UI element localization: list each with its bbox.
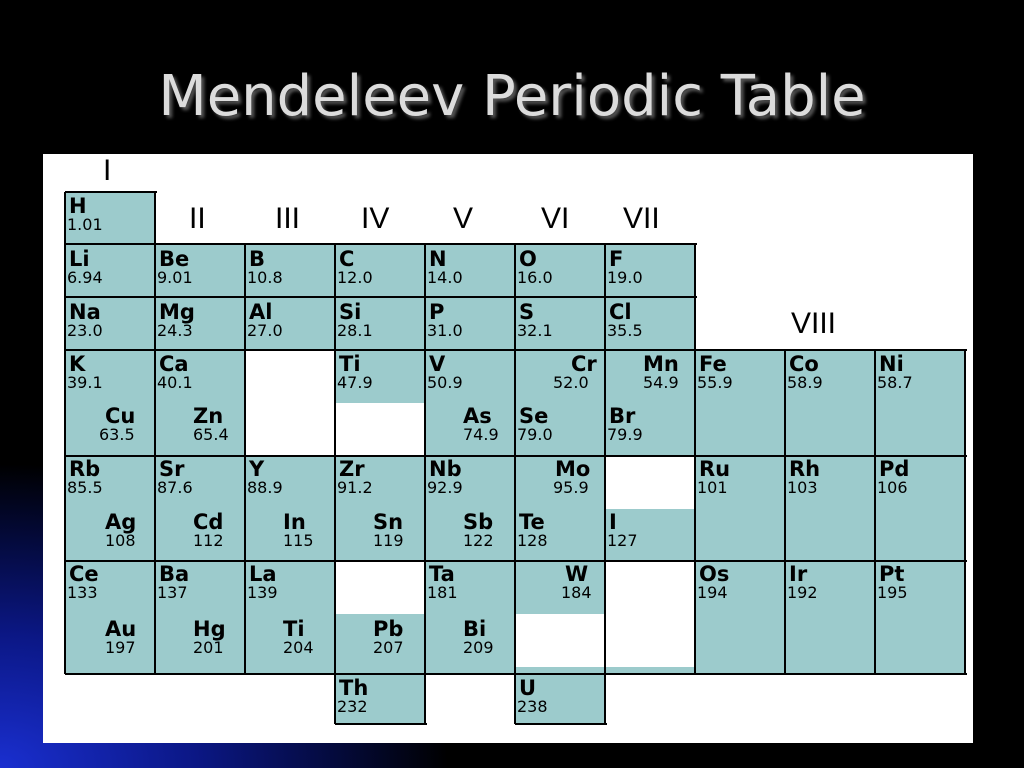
grid-line xyxy=(424,244,426,350)
element-weight: 24.3 xyxy=(157,321,193,340)
element-symbol: Br xyxy=(609,404,636,428)
element-symbol: V xyxy=(429,352,446,376)
element-symbol: W xyxy=(565,562,589,586)
element-symbol: Cd xyxy=(193,510,224,534)
empty-cell xyxy=(335,403,425,456)
grid-line xyxy=(694,350,696,674)
grid-line xyxy=(514,244,516,350)
grid-line xyxy=(65,296,697,298)
element-symbol: Nb xyxy=(429,457,462,481)
group-label: VII xyxy=(623,202,660,235)
element-weight: 201 xyxy=(193,638,224,657)
element-symbol: La xyxy=(249,562,277,586)
group-label: VI xyxy=(541,202,570,235)
element-symbol: Se xyxy=(519,404,549,428)
element-symbol: Bi xyxy=(463,617,487,641)
element-symbol: Mo xyxy=(555,457,591,481)
grid-line xyxy=(604,674,606,724)
element-symbol: Th xyxy=(339,676,369,700)
element-symbol: In xyxy=(283,510,306,534)
element-symbol: Ti xyxy=(339,352,361,376)
element-symbol: As xyxy=(463,404,492,428)
element-symbol: Mn xyxy=(643,352,679,376)
group-label: IV xyxy=(361,202,390,235)
grid-line xyxy=(154,192,156,244)
element-symbol: Mg xyxy=(159,300,195,324)
element-weight: 23.0 xyxy=(67,321,103,340)
element-weight: 10.8 xyxy=(247,268,283,287)
element-symbol: S xyxy=(519,300,535,324)
element-symbol: Co xyxy=(789,352,819,376)
element-symbol: Ni xyxy=(879,352,904,376)
grid-line xyxy=(424,350,426,674)
grid-line xyxy=(244,244,246,350)
group-label: V xyxy=(453,202,474,235)
grid-line xyxy=(334,350,336,674)
grid-line xyxy=(65,560,967,562)
grid-line xyxy=(154,244,156,350)
grid-line xyxy=(335,723,427,725)
element-weight: 181 xyxy=(427,583,458,602)
element-weight: 39.1 xyxy=(67,373,103,392)
element-symbol: F xyxy=(609,247,624,271)
element-symbol: Ce xyxy=(69,562,99,586)
element-symbol: Ba xyxy=(159,562,190,586)
element-symbol: Sr xyxy=(159,457,185,481)
element-symbol: Sn xyxy=(373,510,404,534)
element-symbol: K xyxy=(69,352,86,376)
element-symbol: Os xyxy=(699,562,730,586)
element-weight: 28.1 xyxy=(337,321,373,340)
element-weight: 209 xyxy=(463,638,494,657)
grid-line xyxy=(65,349,967,351)
element-weight: 35.5 xyxy=(607,321,643,340)
element-weight: 58.7 xyxy=(877,373,913,392)
element-symbol: Li xyxy=(69,247,90,271)
element-weight: 52.0 xyxy=(553,373,589,392)
element-symbol: Au xyxy=(105,617,137,641)
element-weight: 112 xyxy=(193,531,224,550)
element-symbol: H xyxy=(69,194,87,218)
group-label: III xyxy=(275,202,301,235)
element-weight: 194 xyxy=(697,583,728,602)
element-weight: 137 xyxy=(157,583,188,602)
element-weight: 103 xyxy=(787,478,818,497)
grid-line xyxy=(604,244,606,350)
element-weight: 54.9 xyxy=(643,373,679,392)
element-weight: 55.9 xyxy=(697,373,733,392)
empty-cell xyxy=(605,456,695,509)
element-weight: 127 xyxy=(607,531,638,550)
element-symbol: Ag xyxy=(105,510,137,534)
grid-line xyxy=(874,350,876,674)
element-symbol: Be xyxy=(159,247,190,271)
element-weight: 50.9 xyxy=(427,373,463,392)
element-weight: 87.6 xyxy=(157,478,193,497)
element-weight: 9.01 xyxy=(157,268,193,287)
element-symbol: Al xyxy=(249,300,273,324)
grid-line xyxy=(515,723,607,725)
slide-title: Mendeleev Periodic Table xyxy=(158,64,866,129)
element-weight: 47.9 xyxy=(337,373,373,392)
empty-cell xyxy=(245,350,335,456)
element-symbol: Zr xyxy=(339,457,365,481)
element-symbol: P xyxy=(429,300,445,324)
element-weight: 1.01 xyxy=(67,215,103,234)
grid-line xyxy=(65,673,967,675)
element-weight: 195 xyxy=(877,583,908,602)
element-weight: 19.0 xyxy=(607,268,643,287)
element-weight: 108 xyxy=(105,531,136,550)
element-weight: 91.2 xyxy=(337,478,373,497)
element-weight: 197 xyxy=(105,638,136,657)
grid-line xyxy=(334,674,336,724)
element-weight: 106 xyxy=(877,478,908,497)
grid-line xyxy=(64,192,66,674)
grid-line xyxy=(964,350,966,674)
element-weight: 85.5 xyxy=(67,478,103,497)
grid-line xyxy=(514,350,516,674)
element-weight: 119 xyxy=(373,531,404,550)
element-symbol: Pt xyxy=(879,562,905,586)
element-symbol: Si xyxy=(339,300,362,324)
element-weight: 133 xyxy=(67,583,98,602)
grid-line xyxy=(784,350,786,674)
element-symbol: Fe xyxy=(699,352,727,376)
element-weight: 101 xyxy=(697,478,728,497)
grid-line xyxy=(65,455,967,457)
element-weight: 207 xyxy=(373,638,404,657)
element-weight: 58.9 xyxy=(787,373,823,392)
element-symbol: Ta xyxy=(429,562,455,586)
element-weight: 192 xyxy=(787,583,818,602)
element-symbol: Zn xyxy=(193,404,224,428)
element-symbol: O xyxy=(519,247,537,271)
element-weight: 74.9 xyxy=(463,425,499,444)
element-symbol: Hg xyxy=(193,617,226,641)
element-symbol: Pb xyxy=(373,617,404,641)
element-weight: 14.0 xyxy=(427,268,463,287)
element-weight: 184 xyxy=(561,583,592,602)
element-weight: 12.0 xyxy=(337,268,373,287)
element-symbol: U xyxy=(519,676,537,700)
element-weight: 232 xyxy=(337,697,368,716)
element-symbol: Rh xyxy=(789,457,821,481)
grid-line xyxy=(244,350,246,674)
element-weight: 27.0 xyxy=(247,321,283,340)
grid-line xyxy=(424,674,426,724)
grid-line xyxy=(604,350,606,674)
element-weight: 32.1 xyxy=(517,321,553,340)
grid-line xyxy=(65,243,697,245)
grid-line xyxy=(694,244,696,350)
group-label: VIII xyxy=(791,307,837,340)
grid-line xyxy=(334,244,336,350)
element-symbol: Ru xyxy=(699,457,731,481)
element-symbol: Cu xyxy=(105,404,136,428)
element-weight: 139 xyxy=(247,583,278,602)
element-weight: 88.9 xyxy=(247,478,283,497)
element-symbol: Ti xyxy=(283,617,305,641)
element-symbol: Pd xyxy=(879,457,910,481)
element-symbol: Cr xyxy=(571,352,597,376)
element-symbol: I xyxy=(609,510,617,534)
element-weight: 115 xyxy=(283,531,314,550)
element-weight: 79.9 xyxy=(607,425,643,444)
element-weight: 204 xyxy=(283,638,314,657)
group-label: I xyxy=(103,154,112,187)
element-symbol: Na xyxy=(69,300,101,324)
element-symbol: Te xyxy=(519,510,545,534)
element-weight: 31.0 xyxy=(427,321,463,340)
element-weight: 16.0 xyxy=(517,268,553,287)
element-weight: 95.9 xyxy=(553,478,589,497)
element-weight: 63.5 xyxy=(99,425,135,444)
element-symbol: N xyxy=(429,247,447,271)
element-symbol: B xyxy=(249,247,266,271)
element-symbol: Cl xyxy=(609,300,632,324)
group-label: II xyxy=(189,202,206,235)
element-symbol: Ir xyxy=(789,562,808,586)
element-weight: 65.4 xyxy=(193,425,229,444)
grid-line xyxy=(154,350,156,674)
empty-cell xyxy=(335,561,425,614)
element-symbol: Ca xyxy=(159,352,189,376)
element-weight: 238 xyxy=(517,697,548,716)
element-weight: 40.1 xyxy=(157,373,193,392)
grid-line xyxy=(514,674,516,724)
element-weight: 92.9 xyxy=(427,478,463,497)
element-symbol: Y xyxy=(249,457,265,481)
element-weight: 122 xyxy=(463,531,494,550)
element-symbol: Sb xyxy=(463,510,494,534)
empty-cell xyxy=(515,614,605,667)
empty-cell xyxy=(605,561,695,667)
grid-line xyxy=(65,191,157,193)
element-weight: 128 xyxy=(517,531,548,550)
element-symbol: Rb xyxy=(69,457,101,481)
element-weight: 6.94 xyxy=(67,268,103,287)
element-symbol: C xyxy=(339,247,355,271)
element-weight: 79.0 xyxy=(517,425,553,444)
periodic-table xyxy=(43,154,973,743)
